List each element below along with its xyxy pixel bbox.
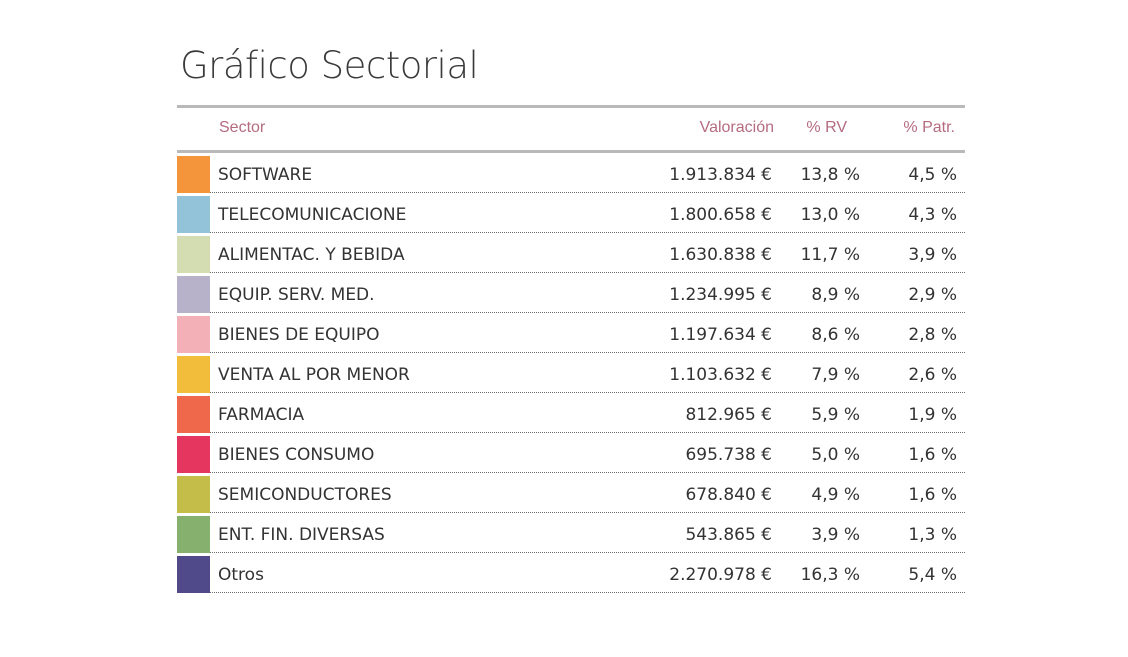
sector-name: SOFTWARE bbox=[218, 165, 313, 185]
sector-rv: 16,3 % bbox=[800, 565, 860, 585]
table-row bbox=[177, 233, 965, 273]
table-row bbox=[177, 273, 965, 313]
sector-patr: 2,8 % bbox=[908, 325, 957, 345]
sector-patr: 4,3 % bbox=[908, 205, 957, 225]
sector-name: VENTA AL POR MENOR bbox=[218, 365, 410, 385]
table-row bbox=[177, 473, 965, 513]
sector-rv: 13,8 % bbox=[800, 165, 860, 185]
sector-valoracion: 1.630.838 € bbox=[669, 245, 772, 265]
sector-rv: 13,0 % bbox=[800, 205, 860, 225]
sector-rv: 5,0 % bbox=[811, 445, 860, 465]
sector-rv: 4,9 % bbox=[811, 485, 860, 505]
sector-patr: 3,9 % bbox=[908, 245, 957, 265]
sector-valoracion: 1.197.634 € bbox=[669, 325, 772, 345]
sector-table bbox=[177, 105, 965, 593]
table-row bbox=[177, 553, 965, 593]
header-rv: % RV bbox=[806, 119, 847, 136]
sector-patr: 1,6 % bbox=[908, 445, 957, 465]
sector-name: ALIMENTAC. Y BEBIDA bbox=[218, 245, 405, 265]
row-divider bbox=[210, 592, 965, 593]
sector-valoracion: 678.840 € bbox=[685, 485, 772, 505]
sector-valoracion: 1.800.658 € bbox=[669, 205, 772, 225]
header-sector: Sector bbox=[219, 119, 266, 136]
sector-name: FARMACIA bbox=[218, 405, 305, 425]
sector-color-swatch bbox=[177, 236, 210, 273]
sector-name: SEMICONDUCTORES bbox=[218, 485, 392, 505]
sector-patr: 2,6 % bbox=[908, 365, 957, 385]
sector-color-swatch bbox=[177, 156, 210, 193]
sector-valoracion: 812.965 € bbox=[685, 405, 772, 425]
sector-color-swatch bbox=[177, 356, 210, 393]
table-row bbox=[177, 433, 965, 473]
sector-patr: 4,5 % bbox=[908, 165, 957, 185]
table-row bbox=[177, 153, 965, 193]
sector-patr: 2,9 % bbox=[908, 285, 957, 305]
sector-color-swatch bbox=[177, 476, 210, 513]
sector-color-swatch bbox=[177, 276, 210, 313]
sector-rv: 8,9 % bbox=[811, 285, 860, 305]
sector-valoracion: 1.234.995 € bbox=[669, 285, 772, 305]
table-row bbox=[177, 353, 965, 393]
sector-valoracion: 1.103.632 € bbox=[669, 365, 772, 385]
sector-patr: 5,4 % bbox=[908, 565, 957, 585]
table-body bbox=[177, 153, 965, 593]
header-valoracion: Valoración bbox=[699, 119, 774, 136]
sector-name: TELECOMUNICACIONE bbox=[218, 205, 407, 225]
sector-rv: 5,9 % bbox=[811, 405, 860, 425]
sector-color-swatch bbox=[177, 396, 210, 433]
sector-color-swatch bbox=[177, 556, 210, 593]
sector-rv: 8,6 % bbox=[811, 325, 860, 345]
sector-rv: 3,9 % bbox=[811, 525, 860, 545]
page-title: Gráfico Sectorial bbox=[180, 44, 479, 87]
table-row bbox=[177, 313, 965, 353]
table-header bbox=[177, 108, 965, 153]
sector-rv: 7,9 % bbox=[811, 365, 860, 385]
sector-color-swatch bbox=[177, 316, 210, 353]
sector-name: BIENES CONSUMO bbox=[218, 445, 375, 465]
sector-patr: 1,6 % bbox=[908, 485, 957, 505]
sector-patr: 1,9 % bbox=[908, 405, 957, 425]
table-row bbox=[177, 393, 965, 433]
sector-rv: 11,7 % bbox=[800, 245, 860, 265]
sector-name: ENT. FIN. DIVERSAS bbox=[218, 525, 385, 545]
sector-patr: 1,3 % bbox=[908, 525, 957, 545]
table-row bbox=[177, 193, 965, 233]
sector-valoracion: 695.738 € bbox=[685, 445, 772, 465]
header-patr: % Patr. bbox=[903, 119, 955, 136]
sector-color-swatch bbox=[177, 196, 210, 233]
sector-valoracion: 543.865 € bbox=[685, 525, 772, 545]
sector-color-swatch bbox=[177, 436, 210, 473]
sector-name: BIENES DE EQUIPO bbox=[218, 325, 380, 345]
table-row bbox=[177, 513, 965, 553]
sector-valoracion: 2.270.978 € bbox=[669, 565, 772, 585]
sector-name: EQUIP. SERV. MED. bbox=[218, 285, 375, 305]
sector-valoracion: 1.913.834 € bbox=[669, 165, 772, 185]
sector-color-swatch bbox=[177, 516, 210, 553]
sector-name: Otros bbox=[218, 565, 264, 585]
